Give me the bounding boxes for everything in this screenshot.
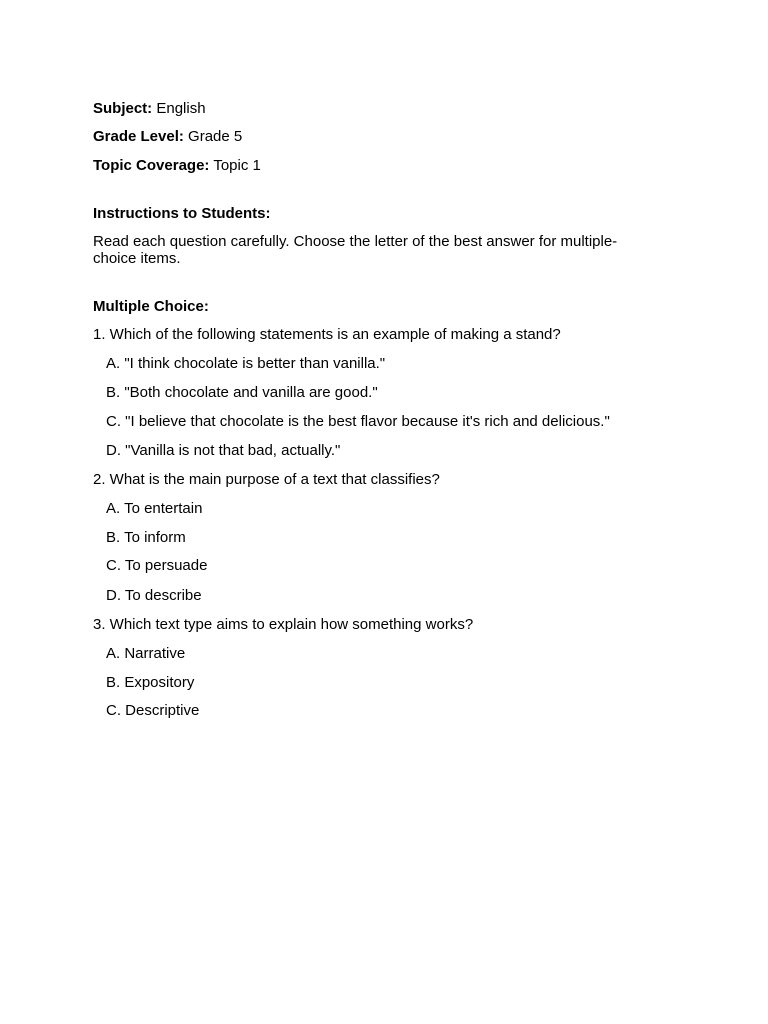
topic-coverage-line [93,157,261,174]
subject-line [93,100,206,117]
question-2-option-d: D. To describe [106,587,202,604]
multiple-choice-heading-text: Multiple Choice: [93,298,209,315]
question-2-option-a: A. To entertain [106,500,203,517]
instructions-heading [93,205,271,222]
subject-label: Subject: [93,100,153,117]
grade-level-line [93,128,242,145]
question-3-option-a: A. Narrative [106,645,186,662]
question-3-option-c: C. Descriptive [106,702,200,719]
subject-value: English [156,100,206,117]
question-1-option-c: C. "I believe that chocolate is the best flavor because it's rich and delicious." [106,413,610,430]
grade-level-label: Grade Level: [93,128,184,145]
topic-coverage-label: Topic Coverage: [93,157,210,174]
question-1: 1. Which of the following statements is an example of making a stand? [93,326,561,343]
question-2-option-b: B. To inform [106,529,186,546]
question-1-option-b: B. "Both chocolate and vanilla are good." [106,384,378,401]
instructions-text: Read each question carefully. Choose the letter of the best answer for multiple-choice items. [93,233,618,267]
question-3: 3. Which text type aims to explain how something works? [93,616,474,633]
question-1-option-d: D. "Vanilla is not that bad, actually." [106,442,341,459]
question-3-option-b: B. Expository [106,674,195,691]
instructions-heading-text: Instructions to Students: [93,205,271,222]
question-2-option-c: C. To persuade [106,557,208,574]
question-2: 2. What is the main purpose of a text that classifies? [93,471,440,488]
multiple-choice-heading [93,298,209,315]
topic-coverage-value: Topic 1 [213,157,261,174]
question-1-option-a: A. "I think chocolate is better than vanilla." [106,355,386,372]
grade-level-value: Grade 5 [188,128,243,145]
